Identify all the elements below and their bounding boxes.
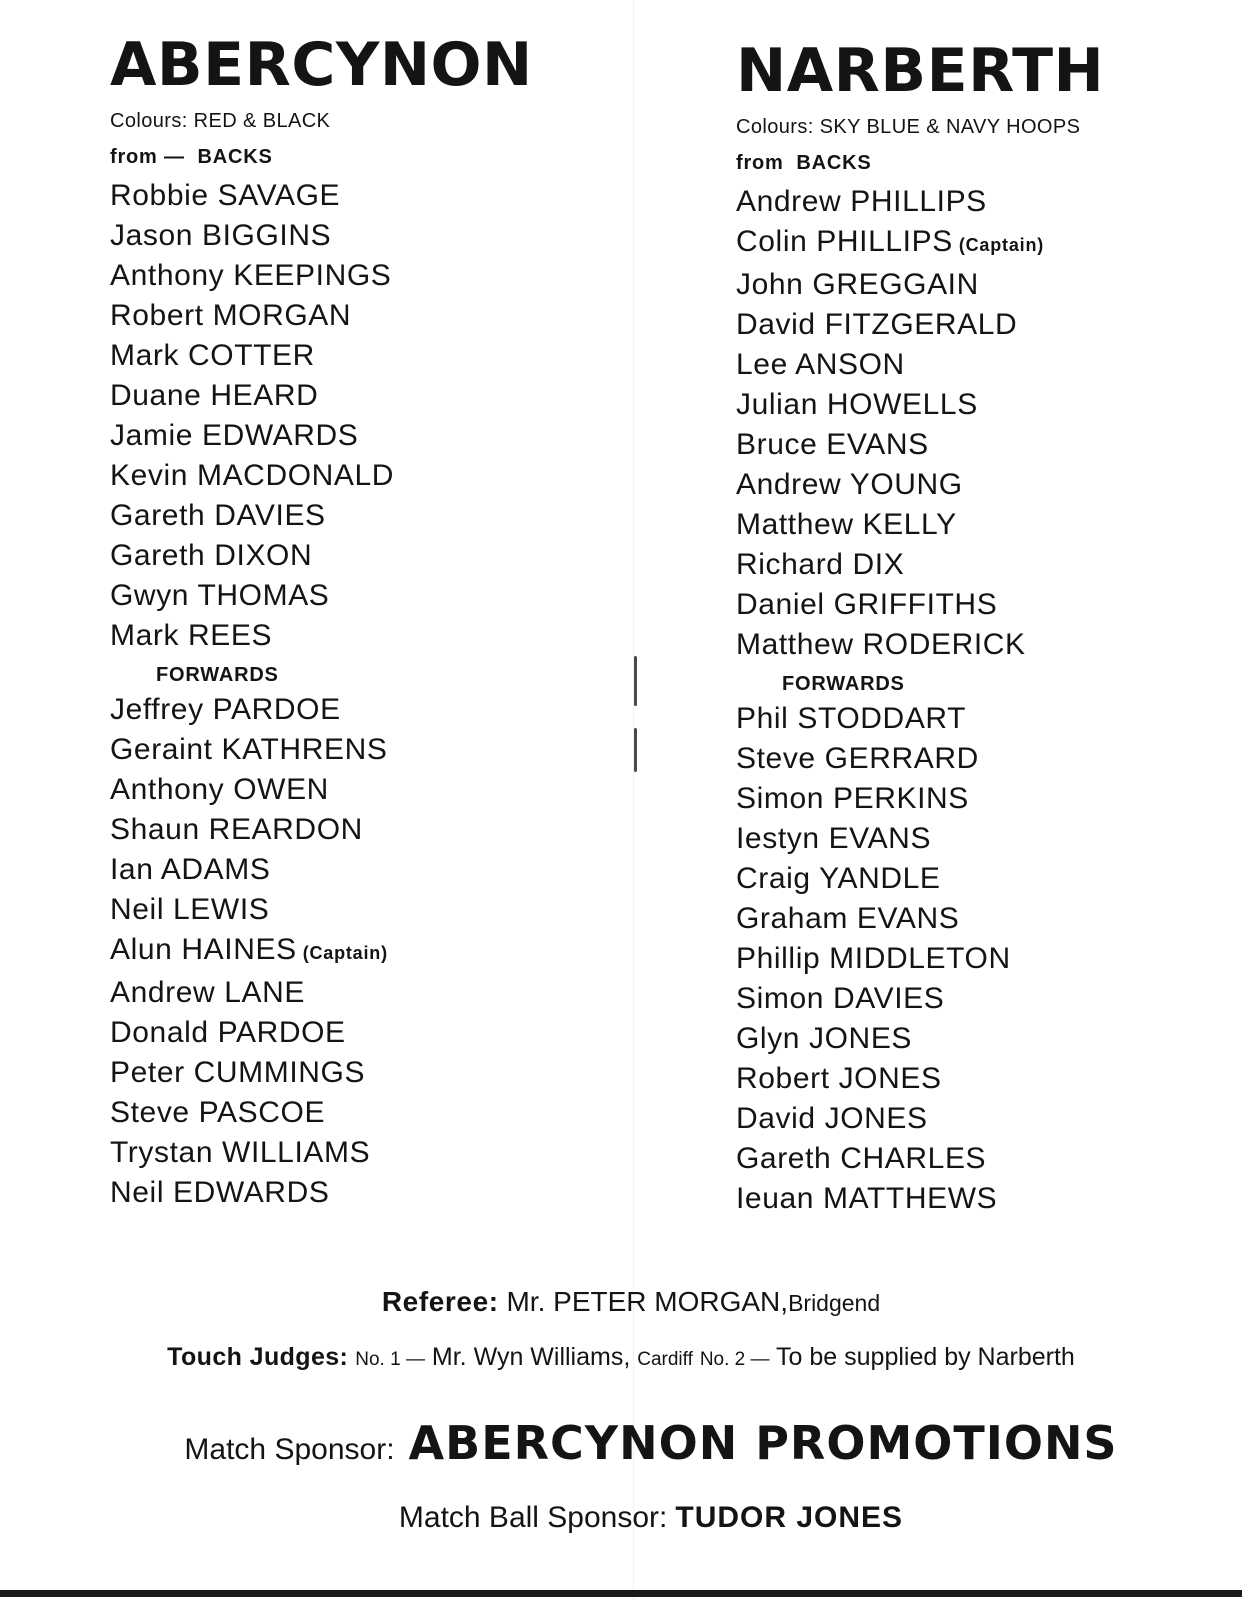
- player-entry: [736, 545, 1206, 585]
- away-forwards-list: [736, 699, 1206, 1219]
- player-name: Robert MORGAN: [110, 299, 352, 332]
- match-sponsor-label: Match Sponsor:: [184, 1433, 395, 1466]
- player-name: Gareth DIXON: [110, 539, 313, 572]
- player-name: Iestyn EVANS: [736, 822, 932, 855]
- player-name: Mark COTTER: [110, 339, 315, 372]
- player-name: Lee ANSON: [736, 348, 905, 381]
- player-entry: [736, 625, 1206, 665]
- home-from-label: from —: [110, 146, 185, 168]
- player-entry: [736, 699, 1206, 739]
- player-name: Donald PARDOE: [110, 1016, 346, 1049]
- player-name: David JONES: [736, 1102, 928, 1135]
- away-backs-heading: [736, 150, 1206, 176]
- player-name: Glyn JONES: [736, 1022, 913, 1055]
- player-name: Ieuan MATTHEWS: [736, 1182, 998, 1215]
- home-forwards-list: [110, 690, 580, 1213]
- player-name: Andrew LANE: [110, 976, 306, 1009]
- player-name: Robert JONES: [736, 1062, 942, 1095]
- player-name: Jamie EDWARDS: [110, 419, 359, 452]
- home-team-colours: Colours: RED & BLACK: [110, 110, 331, 132]
- away-forwards-heading: FORWARDS: [782, 673, 905, 695]
- player-name: Matthew KELLY: [736, 508, 957, 541]
- player-entry: [110, 730, 580, 770]
- player-name: Mark REES: [110, 619, 273, 652]
- player-name: Ian ADAMS: [110, 853, 271, 886]
- player-name: Colin PHILLIPS: [736, 225, 953, 258]
- player-name: Jeffrey PARDOE: [110, 693, 341, 726]
- player-entry: [736, 1059, 1206, 1099]
- player-name: Bruce EVANS: [736, 428, 929, 461]
- player-entry: [736, 385, 1206, 425]
- player-entry: [110, 456, 580, 496]
- player-name: Simon DAVIES: [736, 982, 945, 1015]
- ball-sponsor-name: TUDOR JONES: [675, 1501, 904, 1534]
- player-entry: [110, 296, 580, 336]
- player-entry: [736, 1179, 1206, 1219]
- touch-judge-2-number: No. 2 —: [699, 1349, 770, 1370]
- touch-judge-2-text: To be supplied by Narberth: [776, 1343, 1075, 1371]
- player-entry: [110, 176, 580, 216]
- player-entry: [110, 850, 580, 890]
- player-name: Phil STODDART: [736, 702, 967, 735]
- ball-sponsor-label: Match Ball Sponsor:: [398, 1501, 668, 1534]
- player-name: Steve PASCOE: [110, 1096, 326, 1129]
- player-name: Anthony KEEPINGS: [110, 259, 392, 292]
- player-name: John GREGGAIN: [736, 268, 979, 301]
- home-team-name: ABERCYNON: [110, 30, 533, 100]
- captain-note: (Captain): [958, 235, 1045, 255]
- player-name: Daniel GRIFFITHS: [736, 588, 998, 621]
- player-name: Shaun REARDON: [110, 813, 363, 846]
- player-name: Kevin MACDONALD: [110, 459, 395, 492]
- match-sponsor-name: ABERCYNON PROMOTIONS: [408, 1416, 1118, 1470]
- player-name: Phillip MIDDLETON: [736, 942, 1011, 975]
- player-entry: [736, 1019, 1206, 1059]
- bottom-rule: [0, 1590, 1242, 1597]
- staple-bottom: [634, 728, 637, 772]
- player-entry: [736, 979, 1206, 1019]
- away-backs-list: [736, 182, 1206, 665]
- player-entry: [736, 779, 1206, 819]
- player-entry: [736, 425, 1206, 465]
- staple-top: [634, 656, 637, 706]
- player-entry: [110, 690, 580, 730]
- captain-note: (Captain): [302, 943, 388, 963]
- player-name: Alun HAINES: [110, 933, 297, 966]
- player-name: Gareth DAVIES: [110, 499, 326, 532]
- player-entry: [110, 1133, 580, 1173]
- player-entry: [110, 890, 580, 930]
- player-name: David FITZGERALD: [736, 308, 1018, 341]
- player-name: Steve GERRARD: [736, 742, 979, 775]
- away-backs-label: BACKS: [796, 152, 872, 174]
- referee-place: Bridgend: [788, 1290, 881, 1316]
- player-name: Andrew PHILLIPS: [736, 185, 987, 218]
- home-backs-label: BACKS: [197, 146, 273, 168]
- player-entry: [736, 345, 1206, 385]
- touch-judge-1-name: Mr. Wyn Williams,: [431, 1343, 631, 1371]
- player-entry: [736, 585, 1206, 625]
- referee-name: Mr. PETER MORGAN,: [506, 1286, 789, 1317]
- player-entry: [110, 416, 580, 456]
- player-entry: [110, 810, 580, 850]
- player-entry: [736, 505, 1206, 545]
- player-entry: [110, 930, 580, 973]
- player-entry: [736, 305, 1206, 345]
- ball-sponsor-line: [0, 1498, 1242, 1538]
- player-entry: [736, 1099, 1206, 1139]
- player-name: Trystan WILLIAMS: [110, 1136, 371, 1169]
- player-entry: [736, 182, 1206, 222]
- player-entry: [110, 496, 580, 536]
- player-name: Geraint KATHRENS: [110, 733, 388, 766]
- player-entry: [110, 616, 580, 656]
- player-entry: [736, 819, 1206, 859]
- player-name: Julian HOWELLS: [736, 388, 978, 421]
- player-name: Andrew YOUNG: [736, 468, 963, 501]
- player-entry: [736, 899, 1206, 939]
- home-forwards-heading: FORWARDS: [156, 664, 279, 686]
- player-entry: [736, 859, 1206, 899]
- home-backs-list: [110, 176, 580, 656]
- away-from-label: from: [736, 152, 784, 174]
- match-sponsor-line: [0, 1414, 1242, 1479]
- player-name: Craig YANDLE: [736, 862, 941, 895]
- player-name: Neil LEWIS: [110, 893, 270, 926]
- player-name: Gwyn THOMAS: [110, 579, 330, 612]
- touch-judge-1-place: Cardiff: [637, 1349, 693, 1370]
- player-entry: [110, 216, 580, 256]
- player-name: Duane HEARD: [110, 379, 319, 412]
- player-entry: [110, 376, 580, 416]
- player-name: Robbie SAVAGE: [110, 179, 341, 212]
- player-entry: [110, 1013, 580, 1053]
- away-team-colours: Colours: SKY BLUE & NAVY HOOPS: [736, 116, 1081, 138]
- home-backs-heading: [110, 144, 580, 170]
- player-entry: [110, 256, 580, 296]
- player-entry: [736, 222, 1206, 265]
- player-entry: [110, 1053, 580, 1093]
- player-name: Anthony OWEN: [110, 773, 329, 806]
- player-entry: [110, 1173, 580, 1213]
- touch-judges-line: [0, 1340, 1242, 1377]
- player-entry: [110, 770, 580, 810]
- home-team-column: [110, 30, 580, 1213]
- player-entry: [736, 265, 1206, 305]
- player-name: Richard DIX: [736, 548, 905, 581]
- player-entry: [736, 1139, 1206, 1179]
- referee-label: Referee:: [381, 1286, 499, 1317]
- player-entry: [736, 739, 1206, 779]
- player-name: Jason BIGGINS: [110, 219, 332, 252]
- player-entry: [110, 973, 580, 1013]
- player-name: Simon PERKINS: [736, 782, 969, 815]
- player-entry: [110, 1093, 580, 1133]
- away-team-column: [736, 36, 1206, 1219]
- player-name: Peter CUMMINGS: [110, 1056, 366, 1089]
- away-team-name: NARBERTH: [736, 36, 1105, 106]
- player-entry: [110, 536, 580, 576]
- player-entry: [736, 939, 1206, 979]
- touch-judge-1-number: No. 1 —: [355, 1349, 425, 1370]
- player-entry: [110, 576, 580, 616]
- player-entry: [110, 336, 580, 376]
- player-name: Gareth CHARLES: [736, 1142, 987, 1175]
- referee-line: [0, 1284, 1242, 1321]
- player-name: Matthew RODERICK: [736, 628, 1026, 661]
- touch-judges-label: Touch Judges:: [167, 1343, 349, 1371]
- player-entry: [736, 465, 1206, 505]
- player-name: Neil EDWARDS: [110, 1176, 330, 1209]
- player-name: Graham EVANS: [736, 902, 960, 935]
